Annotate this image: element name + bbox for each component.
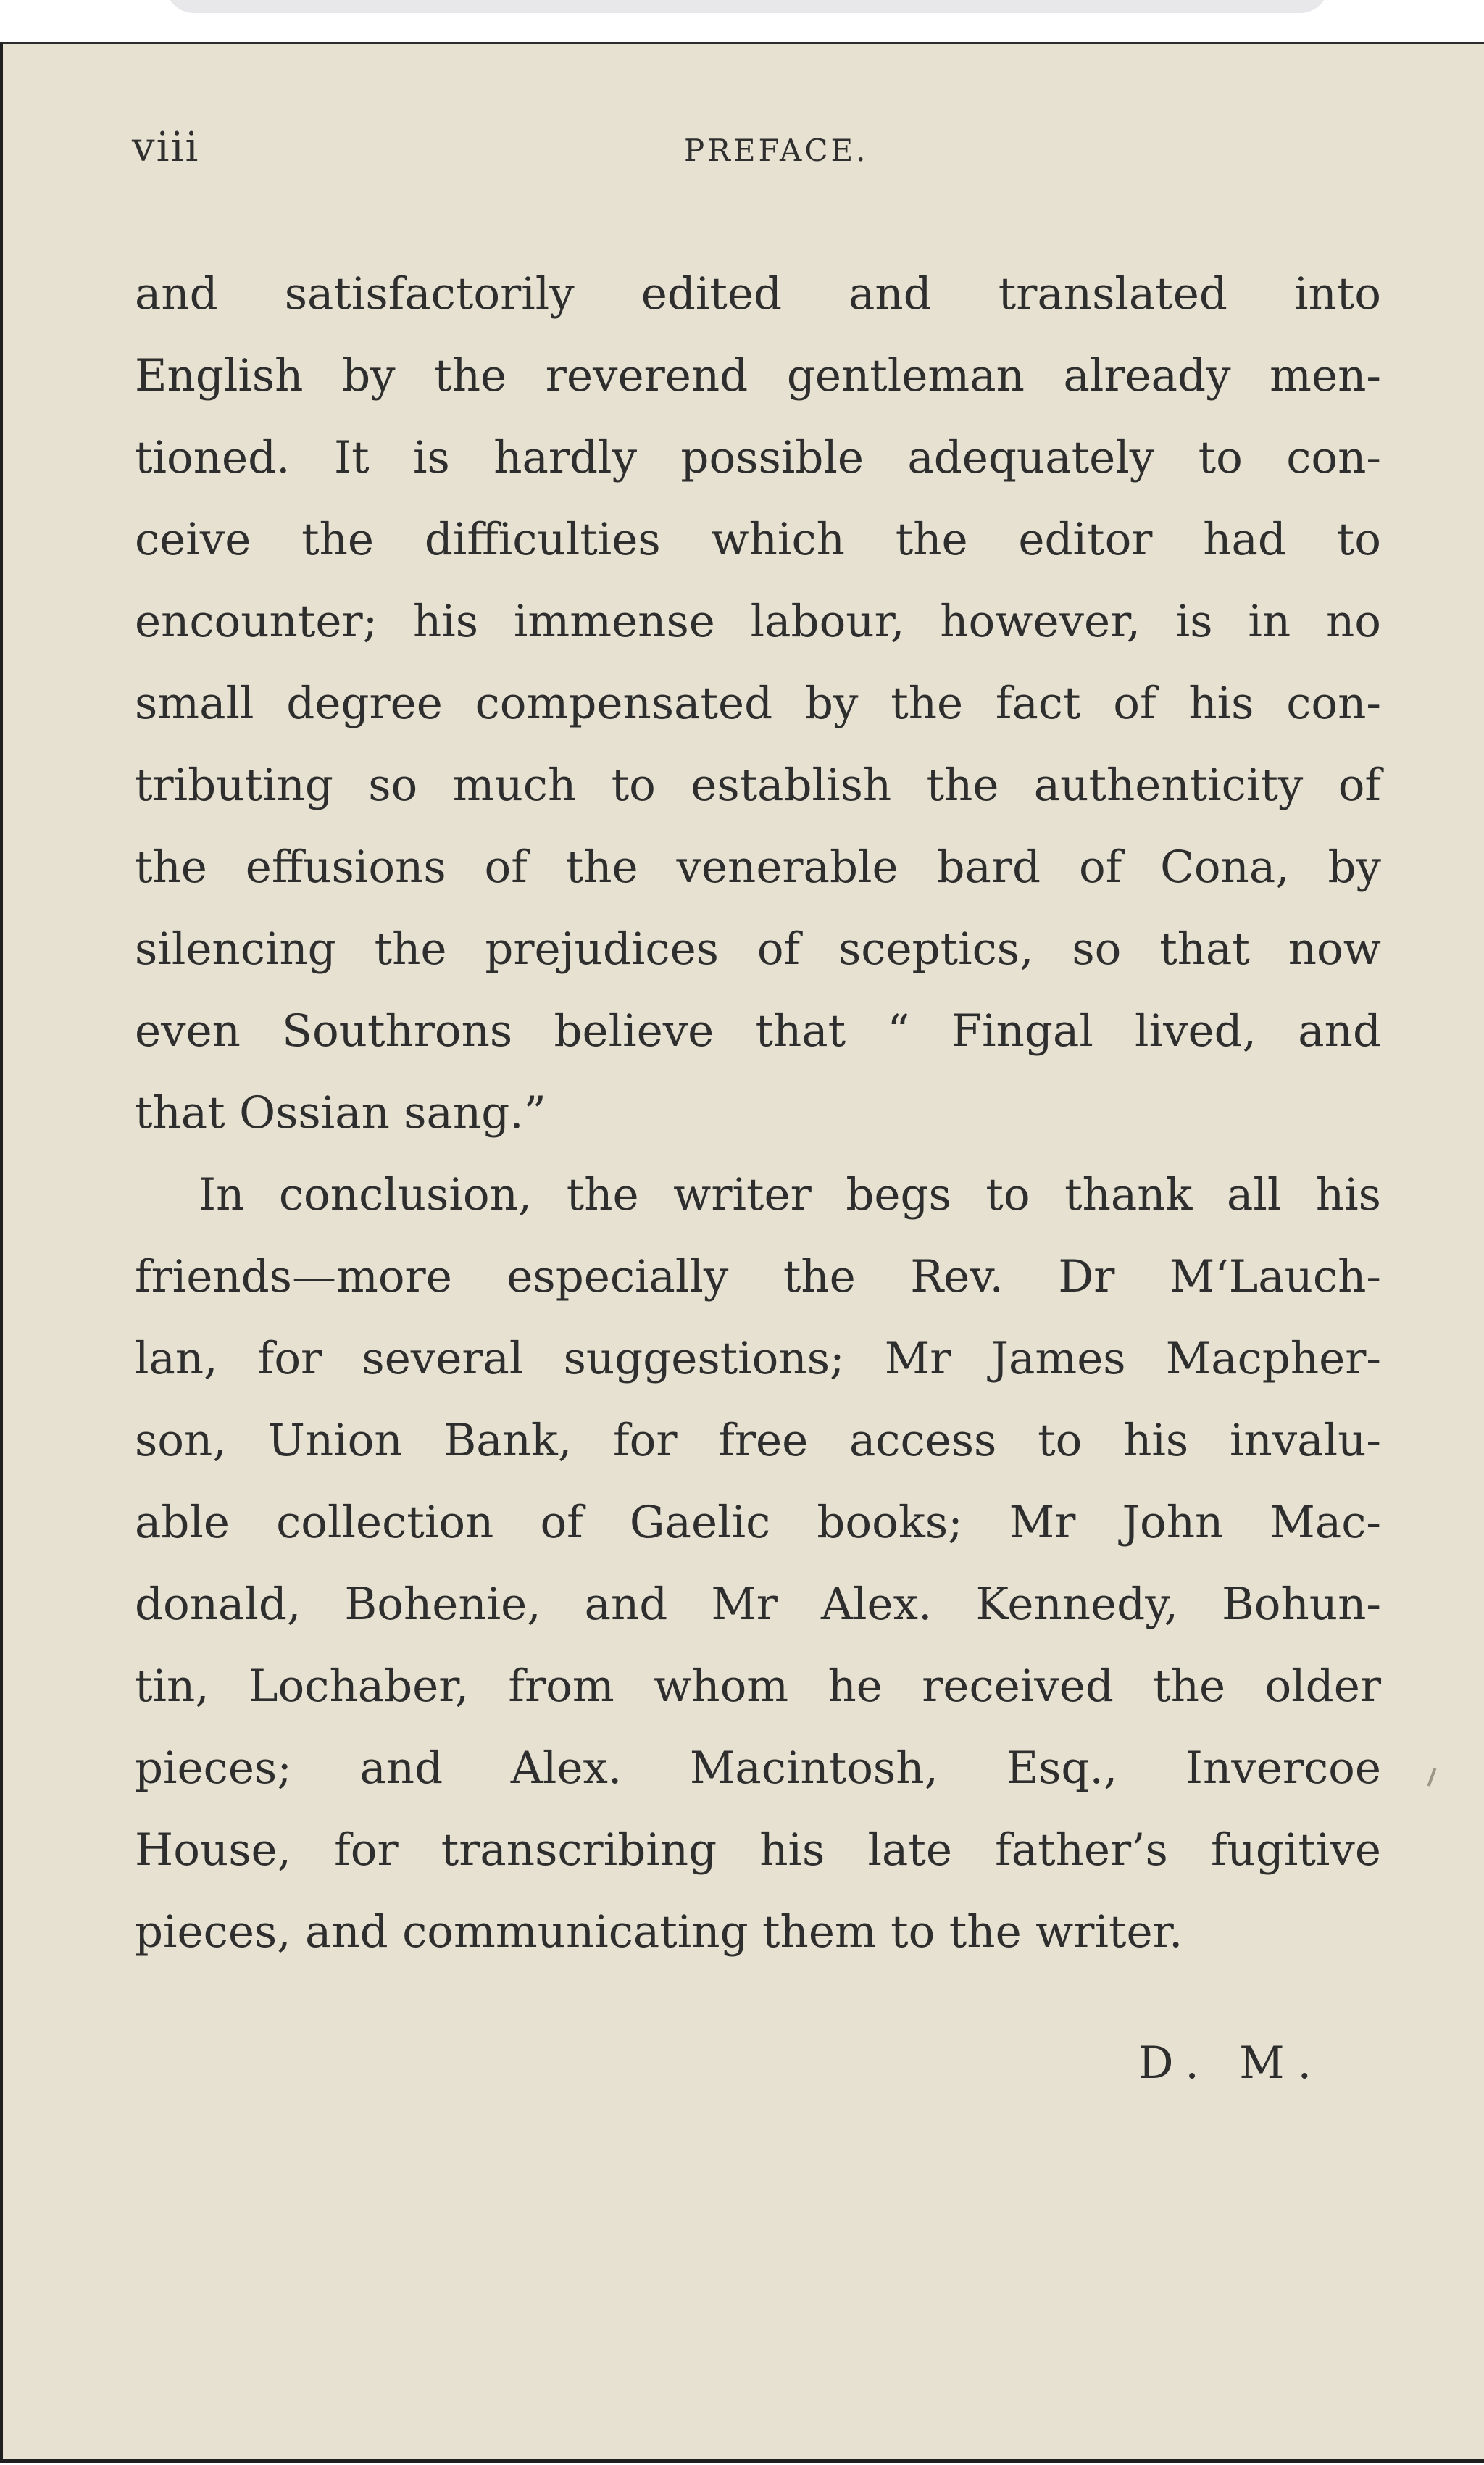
text-line: donald, Bohenie, and Mr Alex. Kennedy, Bohun- xyxy=(135,1579,1381,1630)
text-line: tin, Lochaber, from whom he received the older xyxy=(135,1660,1381,1712)
signature: D. M. xyxy=(1138,2037,1325,2089)
text-line: silencing the prejudices of sceptics, so that now xyxy=(135,923,1381,975)
running-head: PREFACE. xyxy=(684,133,869,168)
body-text xyxy=(135,253,1381,1973)
page-number: viii xyxy=(132,124,200,171)
text-line: small degree compensated by the fact of his con- xyxy=(135,678,1381,729)
text-line: ceive the difficulties which the editor had to xyxy=(135,514,1381,565)
text-line: In conclusion, the writer begs to thank all his xyxy=(199,1169,1381,1221)
text-line: that Ossian sang.” xyxy=(135,1087,546,1139)
text-line: pieces; and Alex. Macintosh, Esq., Invercoe xyxy=(135,1742,1381,1794)
text-line: and satisfactorily edited and translated into xyxy=(135,268,1381,320)
scanned-book-page xyxy=(0,42,1484,2463)
text-line: lan, for several suggestions; Mr James Macpher- xyxy=(135,1333,1381,1384)
text-line: House, for transcribing his late father’s fugitive xyxy=(135,1824,1381,1876)
text-line: friends—more especially the Rev. Dr M‘Lauch- xyxy=(135,1251,1381,1302)
text-line: even Southrons believe that “ Fingal lived, and xyxy=(135,1005,1381,1057)
text-line: tioned. It is hardly possible adequately to con- xyxy=(135,432,1381,483)
text-line: tributing so much to establish the authenticity of xyxy=(135,760,1381,811)
text-line: encounter; his immense labour, however, is in no xyxy=(135,596,1381,647)
text-line: the effusions of the venerable bard of Cona, by xyxy=(135,841,1381,893)
page-header xyxy=(3,124,1484,182)
scan-speck xyxy=(1427,1768,1437,1787)
text-line: able collection of Gaelic books; Mr John Mac- xyxy=(135,1497,1381,1548)
text-line: son, Union Bank, for free access to his invalu- xyxy=(135,1415,1381,1466)
text-line: English by the reverend gentleman already men- xyxy=(135,350,1381,402)
text-line: pieces, and communicating them to the writer. xyxy=(135,1906,1183,1958)
top-address-bar[interactable] xyxy=(165,0,1329,13)
